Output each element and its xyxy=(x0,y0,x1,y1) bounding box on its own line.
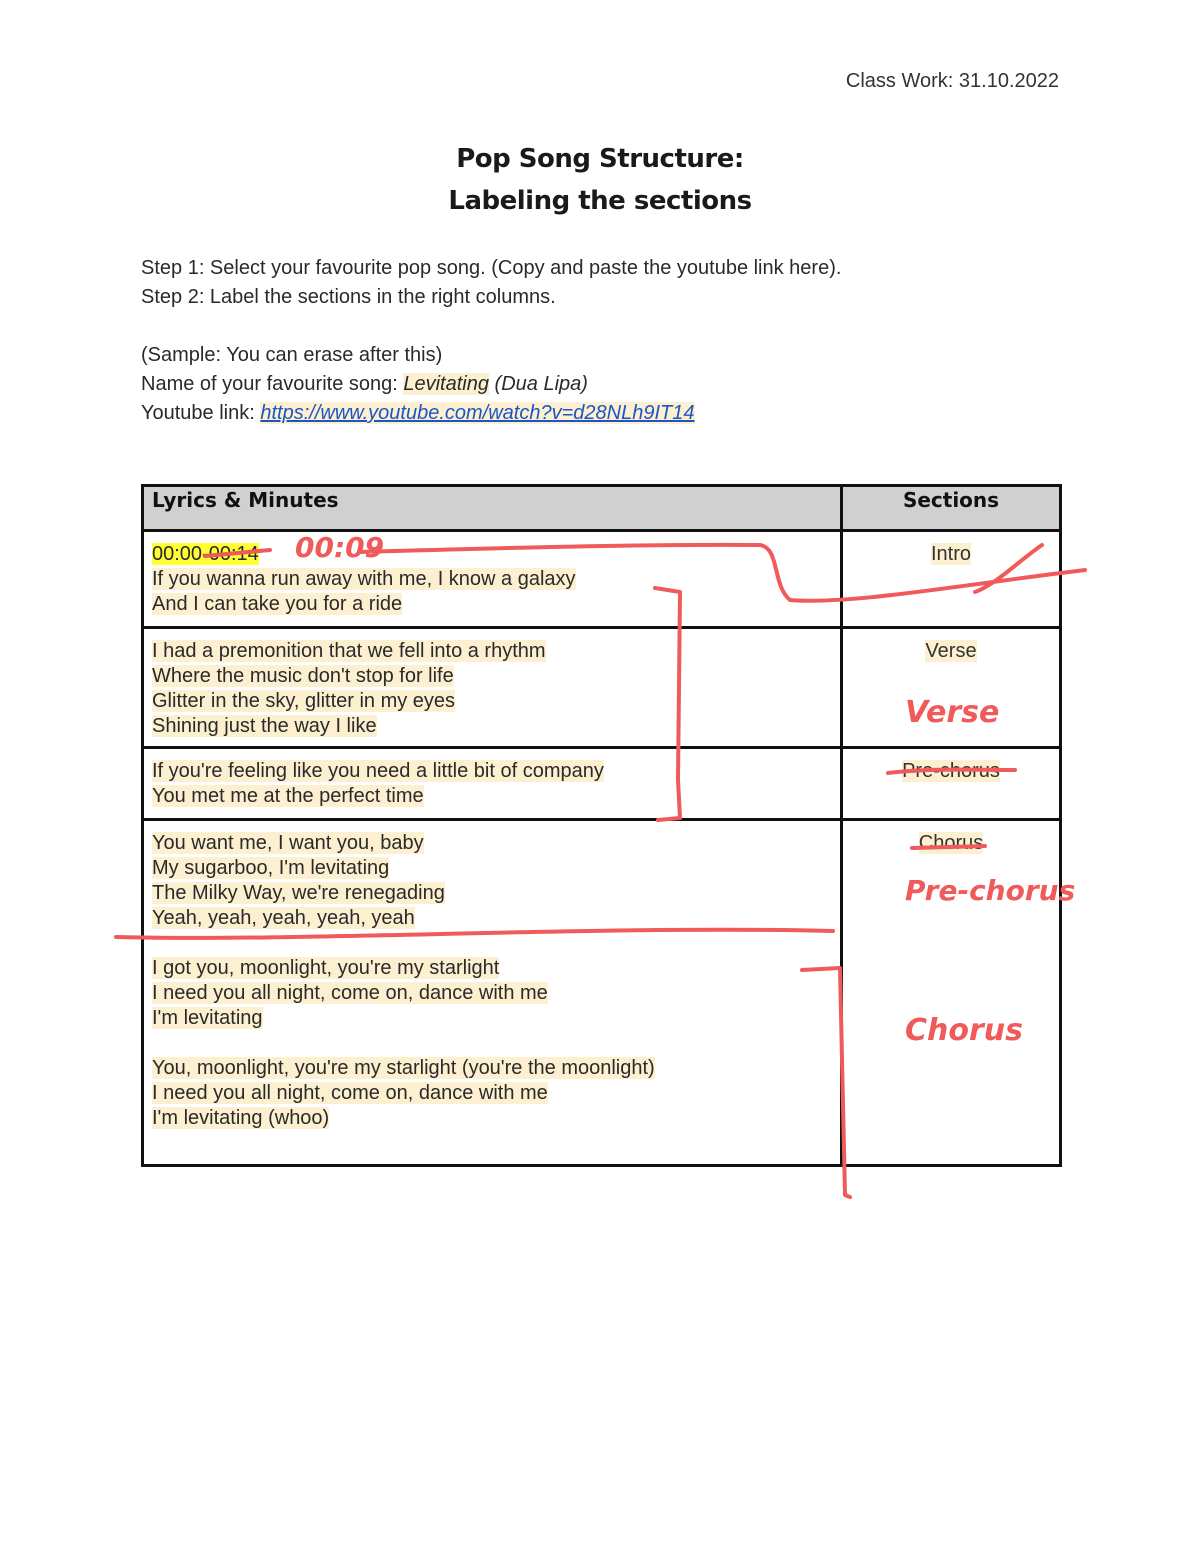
handwritten-prechorus: Pre-chorus xyxy=(905,874,1076,907)
table-row xyxy=(143,820,1061,1166)
lyrics-cell-chorus xyxy=(143,820,842,1166)
lyric-line: And I can take you for a ride xyxy=(152,593,403,615)
song-artist: (Dua Lipa) xyxy=(488,373,588,395)
instructions xyxy=(141,254,1061,428)
step-1: Step 1: Select your favourite pop song. (Copy and paste the youtube link here). xyxy=(141,257,842,279)
timestamp: 00:00-00:14 xyxy=(152,543,259,565)
youtube-row xyxy=(141,399,1061,428)
lyric-line: I got you, moonlight, you're my starlight xyxy=(152,957,500,979)
lyric-line: You met me at the perfect time xyxy=(152,785,424,807)
song-name xyxy=(141,370,1061,399)
section-label: Chorus xyxy=(918,832,984,854)
youtube-link[interactable]: https://www.youtube.com/watch?v=d28NLh9IT14 xyxy=(260,402,695,424)
lyrics-cell-intro xyxy=(143,531,842,628)
lyric-line: You want me, I want you, baby xyxy=(152,832,424,854)
header-lyrics: Lyrics & Minutes xyxy=(143,486,842,531)
handwritten-verse: Verse xyxy=(905,695,1000,730)
header-sections: Sections xyxy=(842,486,1061,531)
lyrics-cell-verse xyxy=(143,628,842,748)
section-label: Verse xyxy=(925,640,977,662)
lyric-line: I'm levitating (whoo) xyxy=(152,1107,330,1129)
section-cell-verse xyxy=(842,628,1061,748)
title-line-2: Labeling the sections xyxy=(448,186,752,216)
lyric-line: If you wanna run away with me, I know a galaxy xyxy=(152,568,576,590)
page-title xyxy=(0,138,1200,222)
lyric-line: Glitter in the sky, glitter in my eyes xyxy=(152,690,456,712)
lyric-line: Yeah, yeah, yeah, yeah, yeah xyxy=(152,907,415,929)
handwritten-chorus: Chorus xyxy=(905,1013,1023,1048)
step-2: Step 2: Label the sections in the right columns. xyxy=(141,286,556,308)
section-label: Intro xyxy=(930,543,972,565)
lyric-line: My sugarboo, I'm levitating xyxy=(152,857,390,879)
section-cell-prechorus xyxy=(842,748,1061,820)
table-row xyxy=(143,628,1061,748)
title-line-1: Pop Song Structure: xyxy=(456,144,744,174)
class-work-date: Class Work: 31.10.2022 xyxy=(845,70,1059,92)
table-header-row xyxy=(143,486,1061,531)
lyric-line: Where the music don't stop for life xyxy=(152,665,454,687)
song-label: Name of your favourite song: xyxy=(141,373,404,395)
lyric-line: I need you all night, come on, dance with me xyxy=(152,1082,548,1104)
lyrics-cell-prechorus xyxy=(143,748,842,820)
youtube-label: Youtube link: xyxy=(141,402,261,424)
lyric-line: You, moonlight, you're my starlight (you're the moonlight) xyxy=(152,1057,655,1079)
section-cell-intro xyxy=(842,531,1061,628)
song-title: Levitating xyxy=(403,373,489,395)
lyric-line: The Milky Way, we're renegading xyxy=(152,882,445,904)
section-label: Pre-chorus xyxy=(902,760,1000,782)
table-row xyxy=(143,531,1061,628)
lyric-line: If you're feeling like you need a little bit of company xyxy=(152,760,604,782)
lyric-line: I need you all night, come on, dance with me xyxy=(152,982,548,1004)
lyric-line: Shining just the way I like xyxy=(152,715,377,737)
lyrics-table xyxy=(141,484,1062,1167)
sample-note: (Sample: You can erase after this) xyxy=(141,344,443,366)
handwritten-time: 00:09 xyxy=(295,531,385,564)
lyric-line: I had a premonition that we fell into a rhythm xyxy=(152,640,546,662)
lyric-line: I'm levitating xyxy=(152,1007,263,1029)
table-row xyxy=(143,748,1061,820)
section-cell-chorus xyxy=(842,820,1061,1166)
